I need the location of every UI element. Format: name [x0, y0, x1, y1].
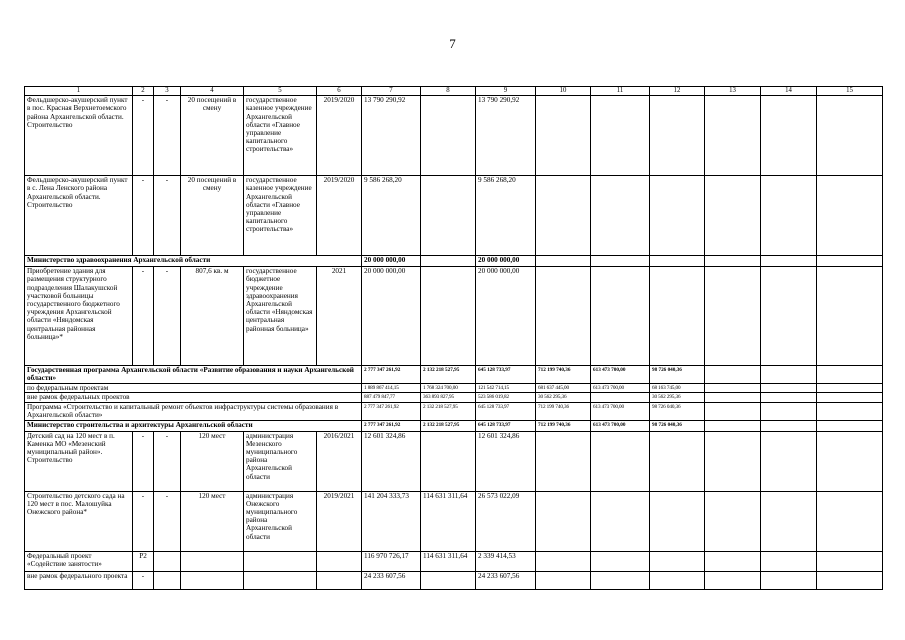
cell	[761, 491, 817, 551]
column-header: 4	[181, 87, 244, 96]
period-cell: 2016/2021	[317, 431, 362, 491]
cell	[154, 551, 181, 571]
amount-cell: 24 233 607,56	[362, 571, 421, 589]
amount-cell: 114 631 311,64	[421, 491, 476, 551]
cell: -	[133, 176, 154, 256]
cell	[817, 366, 883, 384]
cell	[761, 571, 817, 589]
amount-cell: 1 889 867 414,15	[362, 384, 421, 393]
amount-cell: 2 777 347 261,92	[362, 366, 421, 384]
cell	[244, 551, 317, 571]
cell	[817, 384, 883, 393]
amount-cell: 26 573 022,09	[476, 491, 536, 551]
amount-cell: 363 893 827,95	[421, 393, 476, 402]
period-cell: 2019/2021	[317, 491, 362, 551]
page-number: 7	[449, 36, 456, 51]
cell	[705, 256, 761, 267]
cell: -	[133, 96, 154, 176]
customer-cell: государственное казенное учреждение Архангельской области «Главное управление капитального строительства»	[244, 176, 317, 256]
amount-cell: 12 601 324,86	[362, 431, 421, 491]
table-row	[25, 267, 883, 366]
cell	[650, 551, 705, 571]
table-row	[25, 491, 883, 551]
cell	[650, 96, 705, 176]
cell	[421, 267, 476, 366]
cell	[761, 402, 817, 420]
cell	[705, 393, 761, 402]
column-header: 6	[317, 87, 362, 96]
column-header: 9	[476, 87, 536, 96]
capacity-cell: 120 мест	[181, 491, 244, 551]
amount-cell: 887 479 847,77	[362, 393, 421, 402]
cell	[705, 176, 761, 256]
cell	[591, 267, 650, 366]
amount-cell: 523 586 019,82	[476, 393, 536, 402]
object-name: Фельдшерско-акушерский пункт в пос. Красная Верхнетоемского района Архангельской области. Строительство	[25, 96, 133, 176]
amount-cell: 9 586 268,20	[476, 176, 536, 256]
column-number-row	[25, 87, 883, 96]
table-row	[25, 176, 883, 256]
cell	[761, 384, 817, 393]
cell	[650, 491, 705, 551]
cell: -	[154, 96, 181, 176]
period-cell: 2021	[317, 267, 362, 366]
amount-cell: 13 790 290,92	[362, 96, 421, 176]
capacity-cell: 807,6 кв. м	[181, 267, 244, 366]
cell	[761, 256, 817, 267]
cell	[591, 393, 650, 402]
column-header: 1	[25, 87, 133, 96]
amount-cell: 9 586 268,20	[362, 176, 421, 256]
customer-cell: администрация Онежского муниципального района Архангельской области	[244, 491, 317, 551]
amount-cell: 613 473 700,00	[591, 366, 650, 384]
amount-cell: 712 199 740,36	[536, 420, 591, 431]
cell	[761, 176, 817, 256]
cell	[650, 431, 705, 491]
amount-cell: 30 562 295,36	[650, 393, 705, 402]
cell	[817, 420, 883, 431]
cell	[817, 571, 883, 589]
cell	[591, 571, 650, 589]
cell	[591, 551, 650, 571]
table-row	[25, 420, 883, 431]
object-name: Детский сад на 120 мест в п. Каменка МО «Мезенский муниципальный район». Строительство	[25, 431, 133, 491]
cell	[154, 571, 181, 589]
amount-cell: 2 132 218 527,95	[421, 420, 476, 431]
object-name: вне рамок федерального проекта	[25, 571, 133, 589]
cell	[705, 551, 761, 571]
cell	[317, 571, 362, 589]
cell	[705, 96, 761, 176]
period-cell: 2019/2020	[317, 96, 362, 176]
cell	[650, 176, 705, 256]
cell	[817, 393, 883, 402]
section-title: Министерство строительства и архитектуры Архангельской области	[25, 420, 362, 431]
amount-cell: 13 790 290,92	[476, 96, 536, 176]
amount-cell: 20 000 000,00	[362, 267, 421, 366]
cell	[536, 176, 591, 256]
cell	[591, 96, 650, 176]
capacity-cell: 20 посещений в смену	[181, 96, 244, 176]
table-row	[25, 256, 883, 267]
period-cell: 2019/2020	[317, 176, 362, 256]
object-name: Приобретение здания для размещения структурного подразделения Шалакушской участковой больницы государственного бюджетного учреждения Архангельской области «Няндомская центральная районная больница»*	[25, 267, 133, 366]
column-header: 12	[650, 87, 705, 96]
cell	[761, 431, 817, 491]
cell	[761, 366, 817, 384]
cell	[817, 551, 883, 571]
column-header: 3	[154, 87, 181, 96]
cell	[705, 267, 761, 366]
cell	[421, 571, 476, 589]
cell	[817, 431, 883, 491]
cell: -	[154, 267, 181, 366]
cell	[650, 267, 705, 366]
cell: -	[154, 431, 181, 491]
cell	[650, 571, 705, 589]
table-row	[25, 384, 883, 393]
cell	[817, 96, 883, 176]
column-header: 14	[761, 87, 817, 96]
amount-cell: 116 970 726,17	[362, 551, 421, 571]
amount-cell: 121 542 714,15	[476, 384, 536, 393]
cell: -	[133, 431, 154, 491]
cell	[536, 256, 591, 267]
amount-cell: 30 562 295,36	[536, 393, 591, 402]
cell	[317, 551, 362, 571]
capacity-cell: 120 мест	[181, 431, 244, 491]
amount-cell: 2 339 414,53	[476, 551, 536, 571]
amount-cell: 613 473 700,00	[591, 402, 650, 420]
customer-cell: администрация Мезенского муниципального района Архангельской области	[244, 431, 317, 491]
subtotal-label: по федеральным проектам	[25, 384, 362, 393]
cell	[761, 267, 817, 366]
amount-cell: 2 132 218 527,95	[421, 402, 476, 420]
amount-cell: 2 132 218 527,95	[421, 366, 476, 384]
amount-cell: 645 128 733,97	[476, 420, 536, 431]
column-header: 10	[536, 87, 591, 96]
cell	[536, 491, 591, 551]
cell	[817, 267, 883, 366]
amount-cell: 98 726 040,36	[650, 366, 705, 384]
cell	[817, 402, 883, 420]
cell	[421, 256, 476, 267]
cell: -	[133, 267, 154, 366]
table-row	[25, 366, 883, 384]
amount-cell: 20 000 000,00	[476, 256, 536, 267]
budget-table	[24, 86, 883, 590]
object-name: Строительство детского сада на 120 мест в пос. Малошуйка Онежского района*	[25, 491, 133, 551]
amount-cell: 98 726 040,36	[650, 402, 705, 420]
cell	[761, 420, 817, 431]
amount-cell: 24 233 607,56	[476, 571, 536, 589]
object-name: Федеральный проект «Содействие занятости»	[25, 551, 133, 571]
column-header: 15	[817, 87, 883, 96]
customer-cell: государственное казенное учреждение Архангельской области «Главное управление капитального строительства»	[244, 96, 317, 176]
section-title: Государственная программа Архангельской области «Развитие образования и науки Архангельской области»	[25, 366, 362, 384]
amount-cell: 98 726 040,36	[650, 420, 705, 431]
cell: -	[154, 491, 181, 551]
cell: -	[154, 176, 181, 256]
column-header: 11	[591, 87, 650, 96]
capacity-cell: 20 посещений в смену	[181, 176, 244, 256]
cell	[817, 491, 883, 551]
amount-cell: 681 637 445,00	[536, 384, 591, 393]
amount-cell: 645 128 733,97	[476, 402, 536, 420]
amount-cell: 613 473 700,00	[591, 384, 650, 393]
program-title: Программа «Строительство и капитальный ремонт объектов инфраструктуры системы образования в Архангельской области»	[25, 402, 362, 420]
cell	[421, 431, 476, 491]
cell	[817, 176, 883, 256]
object-name: Фельдшерско-акушерский пункт в с. Лена Ленского района Архангельской области. Строительство	[25, 176, 133, 256]
amount-cell: 141 204 333,73	[362, 491, 421, 551]
cell	[181, 551, 244, 571]
cell	[761, 393, 817, 402]
cell	[591, 491, 650, 551]
subtotal-label: вне рамок федеральных проектов	[25, 393, 362, 402]
cell	[536, 431, 591, 491]
cell	[705, 366, 761, 384]
cell	[244, 571, 317, 589]
column-header: 5	[244, 87, 317, 96]
cell	[591, 176, 650, 256]
cell	[761, 551, 817, 571]
cell	[650, 256, 705, 267]
cell	[536, 96, 591, 176]
amount-cell: 68 163 745,00	[650, 384, 705, 393]
cell	[705, 431, 761, 491]
column-header: 2	[133, 87, 154, 96]
cell	[705, 571, 761, 589]
cell	[705, 384, 761, 393]
amount-cell: 712 199 740,36	[536, 366, 591, 384]
table-row	[25, 571, 883, 589]
cell	[181, 571, 244, 589]
table-row	[25, 393, 883, 402]
amount-cell: 20 000 000,00	[476, 267, 536, 366]
cell	[591, 431, 650, 491]
cell	[536, 571, 591, 589]
amount-cell: 2 777 347 261,92	[362, 420, 421, 431]
cell: P2	[133, 551, 154, 571]
table-row	[25, 551, 883, 571]
amount-cell: 712 199 740,36	[536, 402, 591, 420]
amount-cell: 645 128 733,97	[476, 366, 536, 384]
amount-cell: 114 631 311,64	[421, 551, 476, 571]
table-row	[25, 431, 883, 491]
cell	[705, 491, 761, 551]
cell	[536, 267, 591, 366]
column-header: 7	[362, 87, 421, 96]
column-header: 13	[705, 87, 761, 96]
cell	[421, 96, 476, 176]
amount-cell: 20 000 000,00	[362, 256, 421, 267]
section-title: Министерство здравоохранения Архангельской области	[25, 256, 362, 267]
table-row	[25, 402, 883, 420]
cell	[817, 256, 883, 267]
customer-cell: государственное бюджетное учреждение здравоохранения Архангельской области «Няндомская центральная районная больница»	[244, 267, 317, 366]
cell	[421, 176, 476, 256]
amount-cell: 12 601 324,86	[476, 431, 536, 491]
cell	[591, 256, 650, 267]
amount-cell: 1 768 324 700,00	[421, 384, 476, 393]
amount-cell: 613 473 700,00	[591, 420, 650, 431]
cell: -	[133, 571, 154, 589]
cell	[705, 420, 761, 431]
cell: -	[133, 491, 154, 551]
cell	[536, 551, 591, 571]
amount-cell: 2 777 347 261,92	[362, 402, 421, 420]
cell	[705, 402, 761, 420]
table-row	[25, 96, 883, 176]
cell	[761, 96, 817, 176]
column-header: 8	[421, 87, 476, 96]
